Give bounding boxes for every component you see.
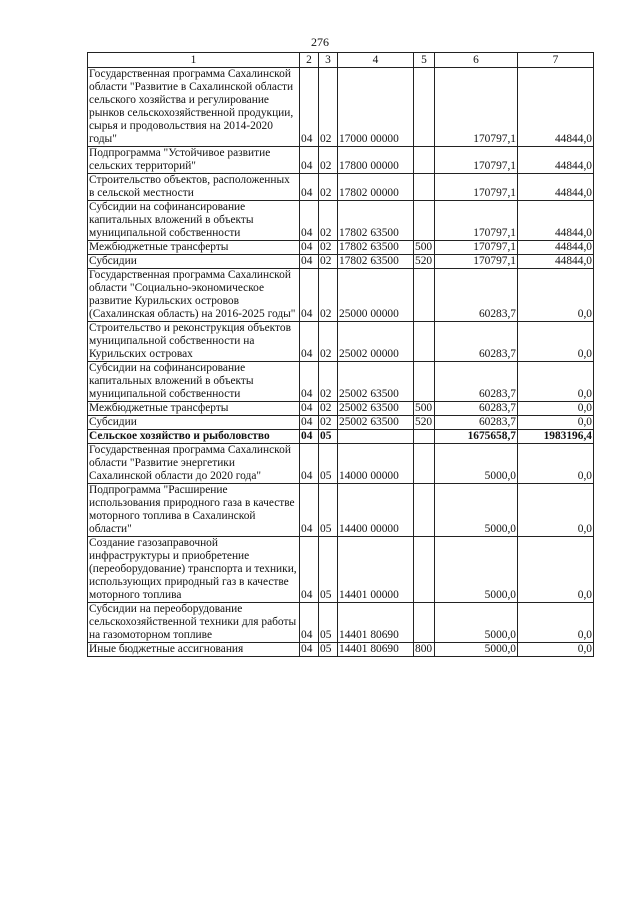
amount-col-6: 5000,0 [435,484,518,537]
amount-col-6: 5000,0 [435,603,518,643]
target-article-code: 14401 00000 [338,537,414,603]
amount-col-7: 44844,0 [518,174,594,201]
subsection-code: 05 [319,484,338,537]
section-code: 04 [300,537,319,603]
table-row [88,68,594,147]
column-header: 5 [414,53,435,68]
table-row [88,174,594,201]
amount-col-7: 0,0 [518,537,594,603]
amount-col-7: 1983196,4 [518,430,594,444]
row-name: Государственная программа Сахалинской области "Развитие энергетики Сахалинской области до 2020 года" [88,444,300,484]
table-row [88,201,594,241]
table-row [88,269,594,322]
target-article-code: 14401 80690 [338,643,414,657]
amount-col-7: 0,0 [518,322,594,362]
section-code: 04 [300,416,319,430]
section-code: 04 [300,643,319,657]
target-article-code: 25002 00000 [338,322,414,362]
section-code: 04 [300,241,319,255]
subsection-code: 02 [319,362,338,402]
target-article-code: 17802 63500 [338,201,414,241]
section-code: 04 [300,174,319,201]
expense-type-code [414,201,435,241]
amount-col-6: 1675658,7 [435,430,518,444]
amount-col-6: 60283,7 [435,362,518,402]
target-article-code: 14000 00000 [338,444,414,484]
amount-col-6: 5000,0 [435,537,518,603]
target-article-code: 25000 00000 [338,269,414,322]
row-name: Государственная программа Сахалинской области "Развитие в Сахалинской области сельского хозяйства и регулирование рынков сельскохозяйственной продукции, сырья и продовольствия на 2014-2020 годы" [88,68,300,147]
section-code: 04 [300,430,319,444]
target-article-code: 25002 63500 [338,402,414,416]
target-article-code: 25002 63500 [338,362,414,402]
expense-type-code: 520 [414,416,435,430]
amount-col-6: 170797,1 [435,241,518,255]
subsection-code: 02 [319,147,338,174]
row-name: Межбюджетные трансферты [88,241,300,255]
subsection-code: 02 [319,402,338,416]
target-article-code: 14401 80690 [338,603,414,643]
row-name: Субсидии на софинансирование капитальных вложений в объекты муниципальной собственности [88,362,300,402]
amount-col-7: 44844,0 [518,255,594,269]
amount-col-6: 170797,1 [435,68,518,147]
target-article-code: 14400 00000 [338,484,414,537]
row-name: Субсидии [88,255,300,269]
amount-col-7: 0,0 [518,402,594,416]
table-row [88,402,594,416]
expense-type-code [414,174,435,201]
target-article-code: 25002 63500 [338,416,414,430]
expense-type-code: 520 [414,255,435,269]
amount-col-6: 60283,7 [435,269,518,322]
row-name: Строительство и реконструкция объектов муниципальной собственности на Курильских островах [88,322,300,362]
target-article-code [338,430,414,444]
amount-col-7: 44844,0 [518,68,594,147]
column-header: 6 [435,53,518,68]
subsection-code: 05 [319,430,338,444]
expense-type-code: 800 [414,643,435,657]
row-name: Иные бюджетные ассигнования [88,643,300,657]
amount-col-6: 5000,0 [435,444,518,484]
expense-type-code: 500 [414,241,435,255]
expense-type-code [414,537,435,603]
amount-col-7: 44844,0 [518,201,594,241]
subsection-code: 02 [319,416,338,430]
amount-col-6: 170797,1 [435,147,518,174]
expense-type-code [414,147,435,174]
subsection-code: 05 [319,643,338,657]
row-name: Сельское хозяйство и рыболовство [88,430,300,444]
target-article-code: 17802 63500 [338,255,414,269]
subsection-code: 02 [319,255,338,269]
row-name: Межбюджетные трансферты [88,402,300,416]
table-row [88,416,594,430]
expense-type-code [414,430,435,444]
target-article-code: 17800 00000 [338,147,414,174]
subsection-code: 02 [319,269,338,322]
table-row [88,322,594,362]
amount-col-6: 170797,1 [435,201,518,241]
amount-col-7: 0,0 [518,269,594,322]
row-name: Создание газозаправочной инфраструктуры и приобретение (переоборудование) транспорта и техники, использующих природный газ в качестве моторного топлива [88,537,300,603]
row-name: Субсидии на софинансирование капитальных вложений в объекты муниципальной собственности [88,201,300,241]
subsection-code: 02 [319,322,338,362]
amount-col-7: 0,0 [518,643,594,657]
section-code: 04 [300,68,319,147]
budget-table [87,52,594,657]
table-row [88,255,594,269]
table-row [88,362,594,402]
section-code: 04 [300,603,319,643]
subsection-code: 05 [319,603,338,643]
target-article-code: 17802 00000 [338,174,414,201]
table-row [88,444,594,484]
amount-col-7: 0,0 [518,362,594,402]
expense-type-code [414,362,435,402]
section-code: 04 [300,362,319,402]
subsection-code: 02 [319,68,338,147]
table-header-row [88,53,594,68]
table-row [88,484,594,537]
column-header: 7 [518,53,594,68]
amount-col-6: 170797,1 [435,174,518,201]
amount-col-7: 0,0 [518,444,594,484]
subsection-code: 02 [319,241,338,255]
row-name: Государственная программа Сахалинской области "Социально-экономическое развитие Курильских островов (Сахалинская область) на 2016-2025 годы" [88,269,300,322]
expense-type-code [414,444,435,484]
row-name: Строительство объектов, расположенных в сельской местности [88,174,300,201]
subsection-code: 02 [319,174,338,201]
amount-col-6: 170797,1 [435,255,518,269]
expense-type-code [414,484,435,537]
amount-col-7: 0,0 [518,603,594,643]
table-row [88,643,594,657]
target-article-code: 17802 63500 [338,241,414,255]
row-name: Подпрограмма "Устойчивое развитие сельских территорий" [88,147,300,174]
expense-type-code [414,603,435,643]
section-code: 04 [300,269,319,322]
column-header: 2 [300,53,319,68]
subsection-code: 05 [319,444,338,484]
row-name: Подпрограмма "Расширение использования природного газа в качестве моторного топлива в Сахалинской области" [88,484,300,537]
table-row-section-total [88,430,594,444]
section-code: 04 [300,255,319,269]
section-code: 04 [300,484,319,537]
subsection-code: 02 [319,201,338,241]
table-row [88,241,594,255]
table-row [88,537,594,603]
amount-col-7: 44844,0 [518,241,594,255]
section-code: 04 [300,201,319,241]
amount-col-6: 5000,0 [435,643,518,657]
row-name: Субсидии на переоборудование сельскохозяйственной техники для работы на газомоторном топливе [88,603,300,643]
table-row [88,147,594,174]
column-header: 1 [88,53,300,68]
expense-type-code [414,322,435,362]
section-code: 04 [300,444,319,484]
amount-col-7: 44844,0 [518,147,594,174]
section-code: 04 [300,322,319,362]
expense-type-code: 500 [414,402,435,416]
row-name: Субсидии [88,416,300,430]
column-header: 4 [338,53,414,68]
amount-col-6: 60283,7 [435,402,518,416]
amount-col-7: 0,0 [518,416,594,430]
amount-col-7: 0,0 [518,484,594,537]
target-article-code: 17000 00000 [338,68,414,147]
column-header: 3 [319,53,338,68]
subsection-code: 05 [319,537,338,603]
amount-col-6: 60283,7 [435,322,518,362]
page-number: 276 [311,35,329,49]
section-code: 04 [300,402,319,416]
section-code: 04 [300,147,319,174]
table-row [88,603,594,643]
amount-col-6: 60283,7 [435,416,518,430]
expense-type-code [414,269,435,322]
expense-type-code [414,68,435,147]
